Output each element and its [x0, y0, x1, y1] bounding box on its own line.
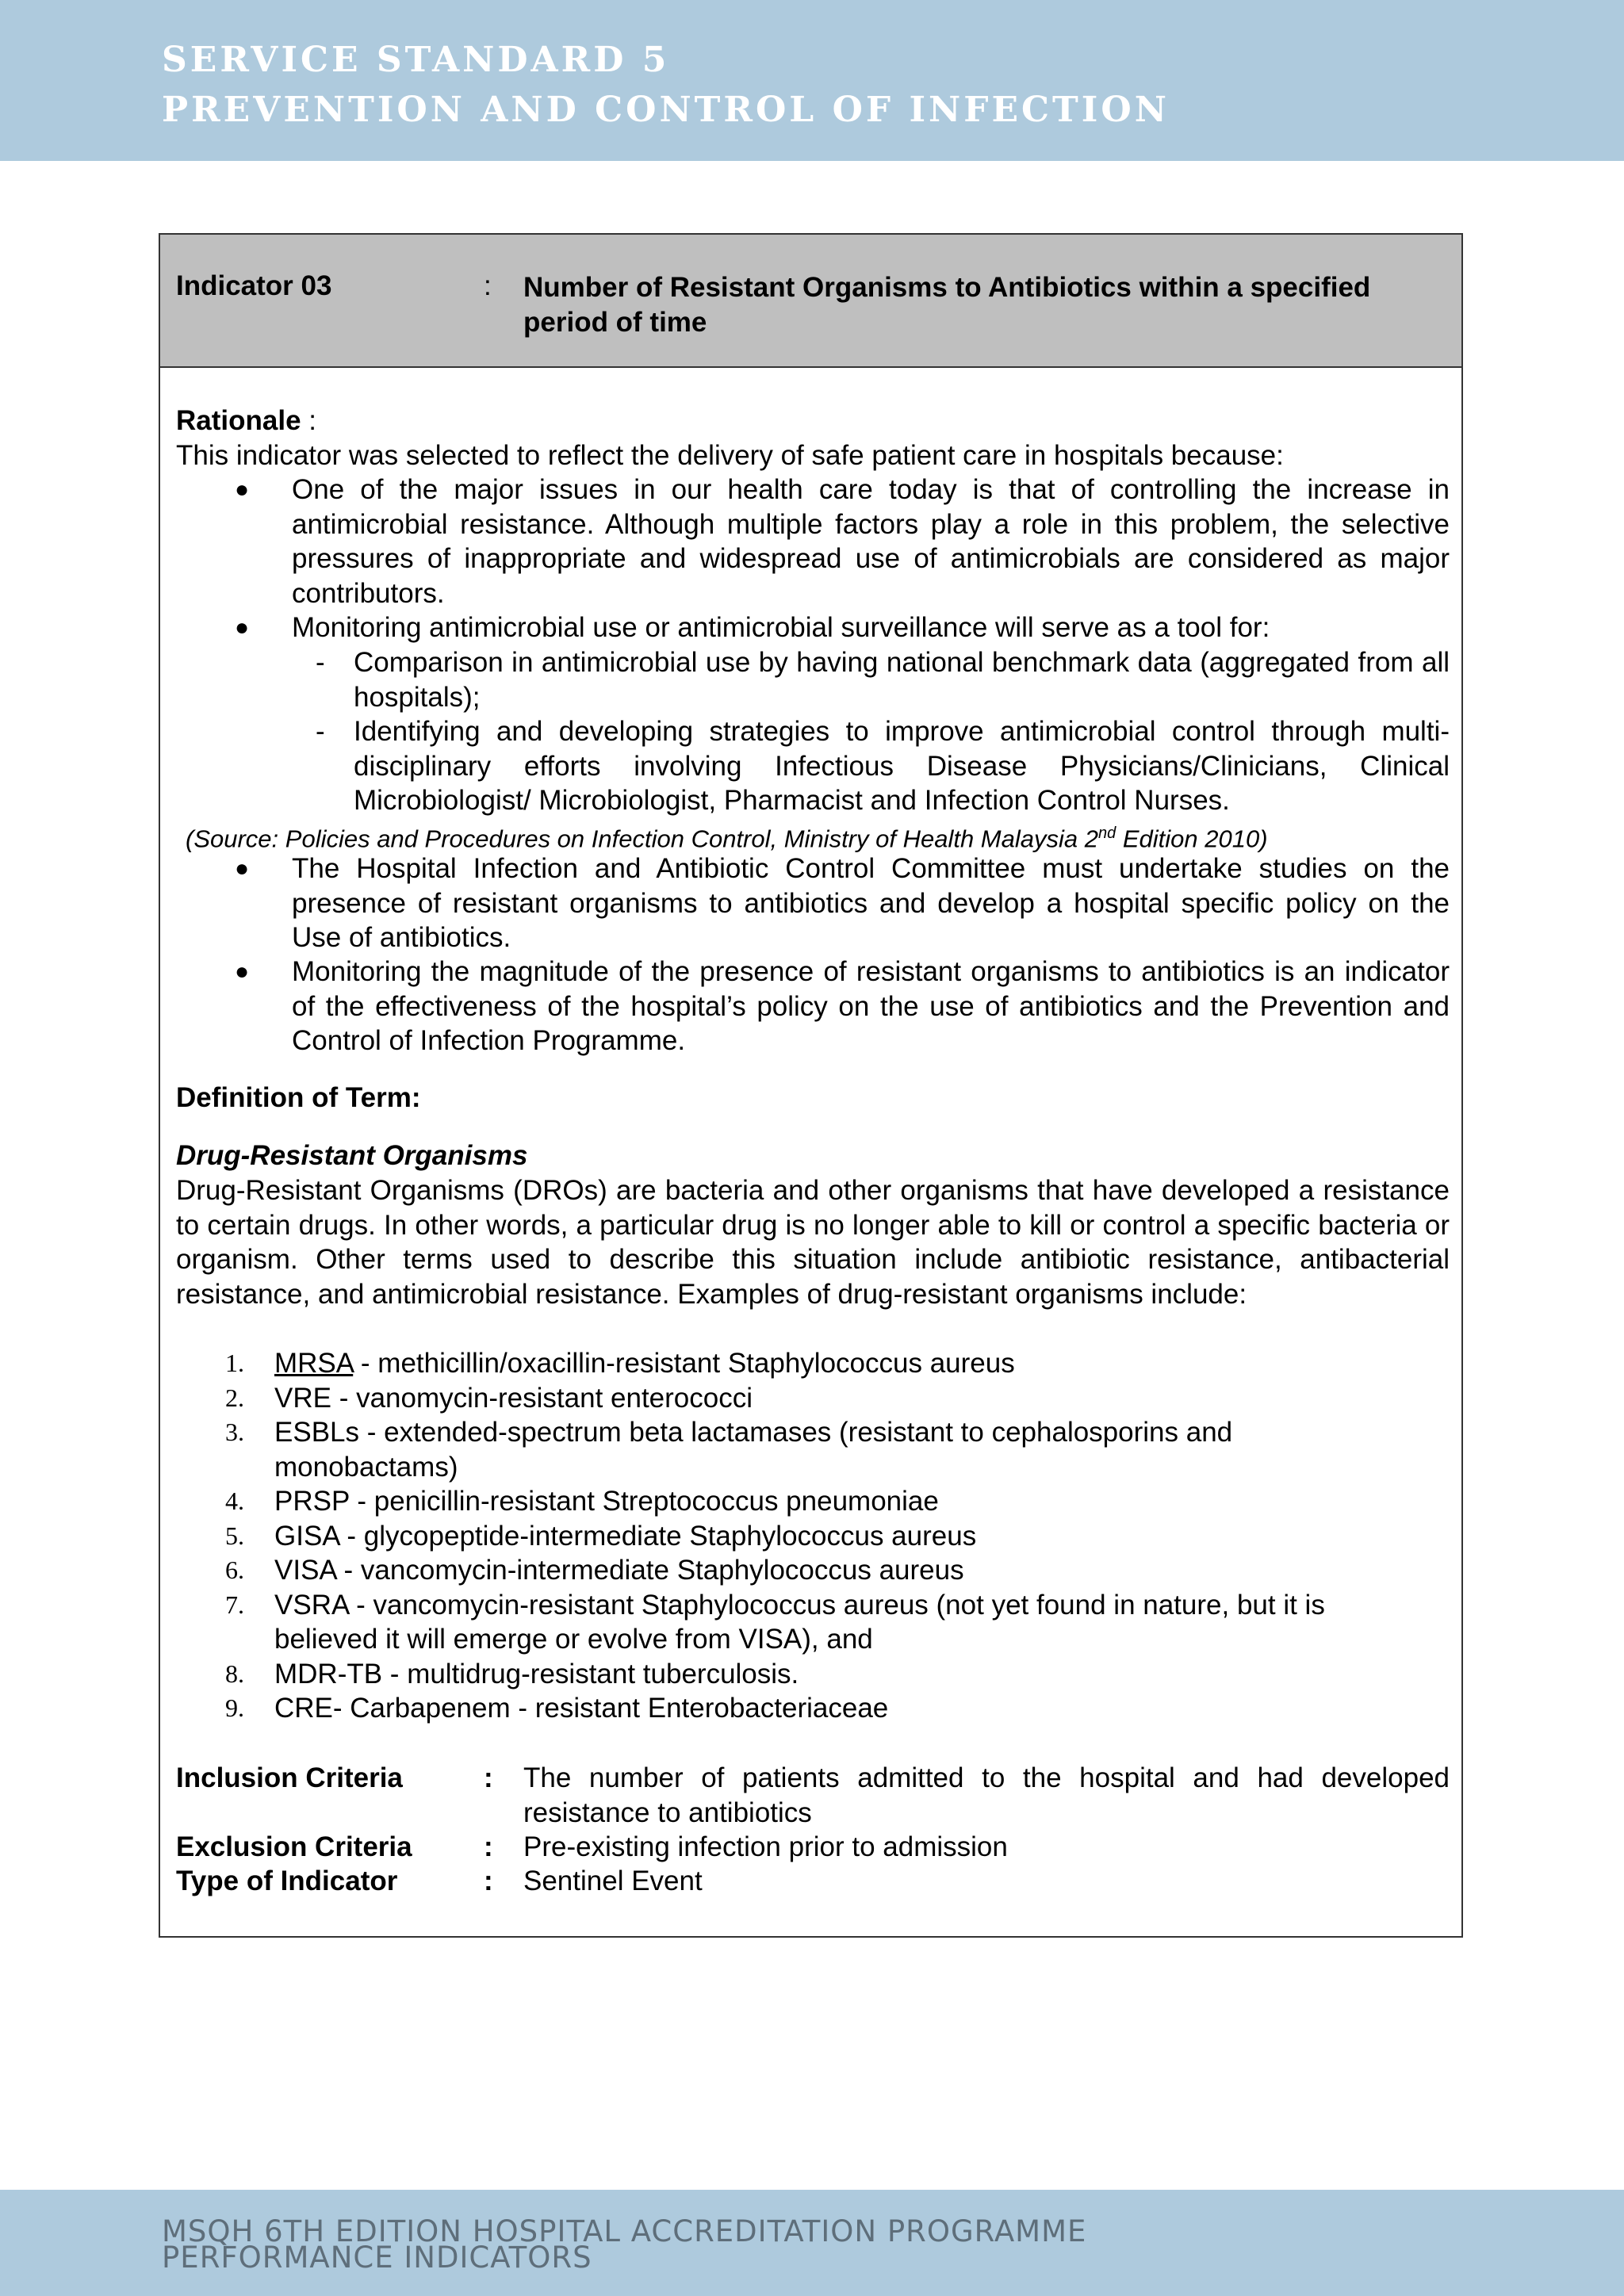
- list-item-continuation: believed it will emerge or evolve from VISA), and: [274, 1624, 873, 1655]
- type-of-indicator-label: Type of Indicator: [176, 1866, 398, 1896]
- list-number: 7.: [225, 1590, 244, 1619]
- list-number: 3.: [225, 1418, 244, 1446]
- bullet-marker: ●: [235, 476, 250, 503]
- rationale-intro: This indicator was selected to reflect the delivery of safe patient care in hospitals because:: [176, 440, 1284, 471]
- footer-programme: MSQH 6TH EDITION HOSPITAL ACCREDITATION PROGRAMME: [162, 2214, 1087, 2248]
- list-number: 8.: [225, 1659, 244, 1688]
- indicator-box: [159, 233, 1463, 1938]
- footer-subtitle: PERFORMANCE INDICATORS: [162, 2241, 592, 2275]
- list-item: VISA - vancomycin-intermediate Staphylococcus aureus: [274, 1555, 964, 1586]
- rationale-bullet-2: Monitoring antimicrobial use or antimicrobial surveillance will serve as a tool for:: [292, 612, 1270, 643]
- inclusion-criteria-label: Inclusion Criteria: [176, 1762, 403, 1793]
- list-item: CRE- Carbapenem - resistant Enterobacteriaceae: [274, 1693, 889, 1724]
- bullet-marker: ●: [235, 959, 250, 985]
- type-of-indicator-value: Sentinel Event: [523, 1866, 703, 1896]
- indicator-label: Indicator 03: [176, 270, 332, 301]
- criteria-colon: :: [484, 1866, 493, 1896]
- indicator-header: [160, 235, 1461, 368]
- criteria-colon: :: [484, 1762, 493, 1793]
- inclusion-criteria-value: The number of patients admitted to the hospital and had developed resistance to antibiotics: [523, 1762, 1450, 1828]
- list-item-continuation: monobactams): [274, 1452, 458, 1483]
- exclusion-criteria-value: Pre-existing infection prior to admission: [523, 1831, 1008, 1862]
- dash-marker: -: [316, 647, 325, 678]
- list-number: 4.: [225, 1487, 244, 1515]
- bullet-marker: ●: [235, 855, 250, 882]
- header-band: [0, 0, 1624, 161]
- rationale-heading: Rationale :: [176, 405, 316, 436]
- criteria-colon: :: [484, 1831, 493, 1862]
- rationale-sub-1: Comparison in antimicrobial use by having national benchmark data (aggregated from all hospitals);: [354, 647, 1450, 713]
- list-item: VRE - vanomycin-resistant enterococci: [274, 1383, 753, 1414]
- source-citation: (Source: Policies and Procedures on Infection Control, Ministry of Health Malaysia 2nd Edition 2010): [186, 825, 1268, 853]
- list-item: VSRA - vancomycin-resistant Staphylococcus aureus (not yet found in nature, but it is: [274, 1590, 1325, 1621]
- section-title: SERVICE STANDARD 5: [162, 40, 670, 80]
- rationale-sub-2: Identifying and developing strategies to improve antimicrobial control through multi-disciplinary efforts involving Infectious Disease Physicians/Clinicians, Clinical Microbiologist/ Microbiologist, Pharmacist and Infection Control Nurses.: [354, 716, 1450, 816]
- definition-subheading: Drug-Resistant Organisms: [176, 1140, 528, 1171]
- list-item: GISA - glycopeptide-intermediate Staphylococcus aureus: [274, 1521, 977, 1552]
- list-item: MDR-TB - multidrug-resistant tuberculosis.: [274, 1659, 799, 1689]
- list-number: 2.: [225, 1383, 244, 1412]
- rationale-bullet-4: Monitoring the magnitude of the presence of resistant organisms to antibiotics is an indicator of the effectiveness of the hospital’s policy on the use of antibiotics and the Prevention and Control of Infection Programme.: [292, 956, 1450, 1056]
- indicator-colon: :: [484, 270, 492, 301]
- definition-heading: Definition of Term:: [176, 1082, 421, 1113]
- rationale-bullet-1: One of the major issues in our health care today is that of controlling the increase in antimicrobial resistance. Although multiple factors play a role in this problem, the selective pressures of inappropriate and widespread use of antimicrobials are considered as major contributors.: [292, 474, 1450, 609]
- list-number: 6.: [225, 1556, 244, 1584]
- list-number: 1.: [225, 1349, 244, 1377]
- definition-paragraph: Drug-Resistant Organisms (DROs) are bacteria and other organisms that have developed a resistance to certain drugs. In other words, a particular drug is no longer able to kill or control a specific bacteria or organism. Other terms used to describe this situation include antibiotic resistance, antibacterial resistance, and antimicrobial resistance. Examples of drug-resistant organisms include:: [176, 1175, 1450, 1310]
- list-item: PRSP - penicillin-resistant Streptococcus pneumoniae: [274, 1486, 939, 1517]
- indicator-title: Number of Resistant Organisms to Antibiotics within a specified period of time: [523, 272, 1371, 338]
- list-number: 9.: [225, 1693, 244, 1722]
- rationale-bullet-3: The Hospital Infection and Antibiotic Control Committee must undertake studies on the presence of resistant organisms to antibiotics and develop a hospital specific policy on the Use of antibiotics.: [292, 853, 1450, 953]
- list-number: 5.: [225, 1521, 244, 1550]
- section-subtitle: PREVENTION AND CONTROL OF INFECTION: [162, 90, 1170, 130]
- list-item: MRSA - methicillin/oxacillin-resistant Staphylococcus aureus: [274, 1348, 1015, 1379]
- list-item: ESBLs - extended-spectrum beta lactamases (resistant to cephalosporins and: [274, 1417, 1233, 1448]
- bullet-marker: ●: [235, 614, 250, 641]
- exclusion-criteria-label: Exclusion Criteria: [176, 1831, 412, 1862]
- dash-marker: -: [316, 716, 325, 747]
